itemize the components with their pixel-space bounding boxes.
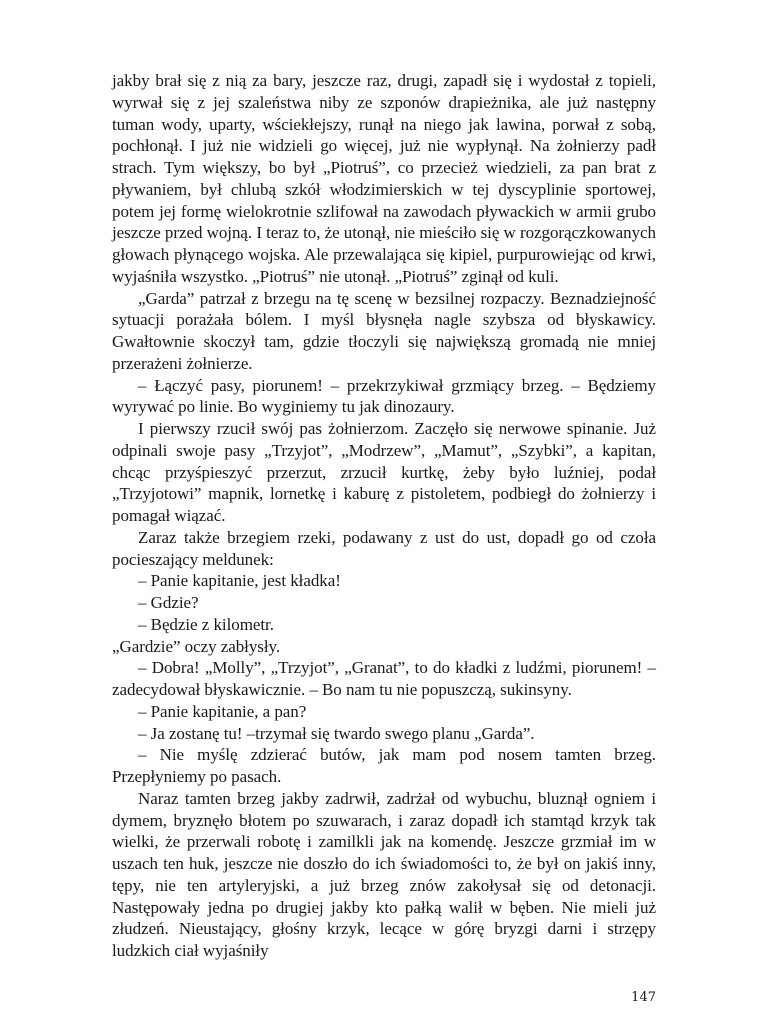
- paragraph: – Łączyć pasy, piorunem! – przekrzykiwał grzmiący brzeg. – Będziemy wyrywać po linie. Bo wyginiemy tu jak dinozaury.: [112, 375, 656, 417]
- paragraph: – Panie kapitanie, jest kładka!: [138, 571, 341, 591]
- paragraph: Naraz tamten brzeg jakby zadrwił, zadrżał od wybuchu, bluznął ogniem i dymem, bryznęło błotem po szuwarach, i zaraz dopadł ich stamtąd krzyk tak wielki, że przerwali robotę i zamilkli jak na komendę. Jeszcze grzmiał im w uszach ten huk, jeszcze nie doszło do ich świadomości to, że był on jakiś inny, tępy, nie ten artyleryjski, a już brzeg znów zakołysał się od detonacji. Następowały jedna po drugiej jakby kto pałką walił w bęben. Nie mieli już złudzeń. Nieustający, głośny krzyk, lecące w górę bryzgi darni i strzępy ludzkich ciał wyjaśniły: [112, 788, 656, 960]
- paragraph: „Garda” patrzał z brzegu na tę scenę w bezsilnej rozpaczy. Beznadziejność sytuacji porażała bólem. I myśl błysnęła nagle szybsza od błyskawicy. Gwałtownie skoczył tam, gdzie tłoczyli się największą gromadą nie mniej przerażeni żołnierze.: [112, 288, 656, 373]
- paragraph: jakby brał się z nią za bary, jeszcze raz, drugi, zapadł się i wydostał z topieli, wyrwał się z jej szaleństwa niby ze szponów drapieżnika, ale już następny tuman wody, uparty, wściekłejszy, runął na niego jak lawina, porwał z sobą, pochłonął. I już nie widzieli go więcej, już nie wypłynął. Na żołnierzy padł strach. Tym większy, bo był „Piotruś”, co przecież wiedzieli, za pan brat z pływaniem, był chlubą szkół włodzimierskich w tej dyscyplinie sportowej, potem jej formę wielokrotnie szlifował na zawodach pływackich w armii grubo jeszcze przed wojną. I teraz to, że utonął, nie mieściło się w rozgorączkowanych głowach płynącego wojska. Ale przewalająca się kipiel, purpurowiejąc od krwi, wyjaśniła wszystko. „Piotruś” nie utonął. „Piotruś” zginął od kuli.: [112, 71, 657, 286]
- paragraph: – Gdzie?: [138, 593, 199, 612]
- body-text: [112, 70, 656, 962]
- page-number: 147: [631, 990, 656, 1005]
- paragraph: – Nie myślę zdzierać butów, jak mam pod nosem tamten brzeg. Przepłyniemy po pasach.: [112, 745, 656, 786]
- paragraph: – Dobra! „Molly”, „Trzyjot”, „Granat”, to do kładki z ludźmi, piorunem! – zadecydował błyskawicznie. – Bo nam tu nie popuszczą, sukinsyny.: [112, 658, 656, 699]
- paragraph: – Panie kapitanie, a pan?: [138, 701, 307, 721]
- paragraph: I pierwszy rzucił swój pas żołnierzom. Zaczęło się nerwowe spinanie. Już odpinali swoje pasy „Trzyjot”, „Modrzew”, „Mamut”, „Szybki”, a kapitan, chcąc przyśpieszyć przerzut, zrzucił kurtkę, żeby było luźniej, podał „Trzyjotowi” mapnik, lornetkę i kaburę z pistoletem, podbiegł do żołnierzy i pomagał wiązać.: [112, 419, 656, 525]
- paragraph: Zaraz także brzegiem rzeki, podawany z ust do ust, dopadł go od czoła pocieszający meldunek:: [112, 527, 656, 569]
- paragraph: „Gardzie” oczy zabłysły.: [112, 636, 281, 656]
- paragraph: – Ja zostanę tu! –trzymał się twardo swego planu „Garda”.: [138, 723, 535, 743]
- paragraph: – Będzie z kilometr.: [138, 614, 274, 634]
